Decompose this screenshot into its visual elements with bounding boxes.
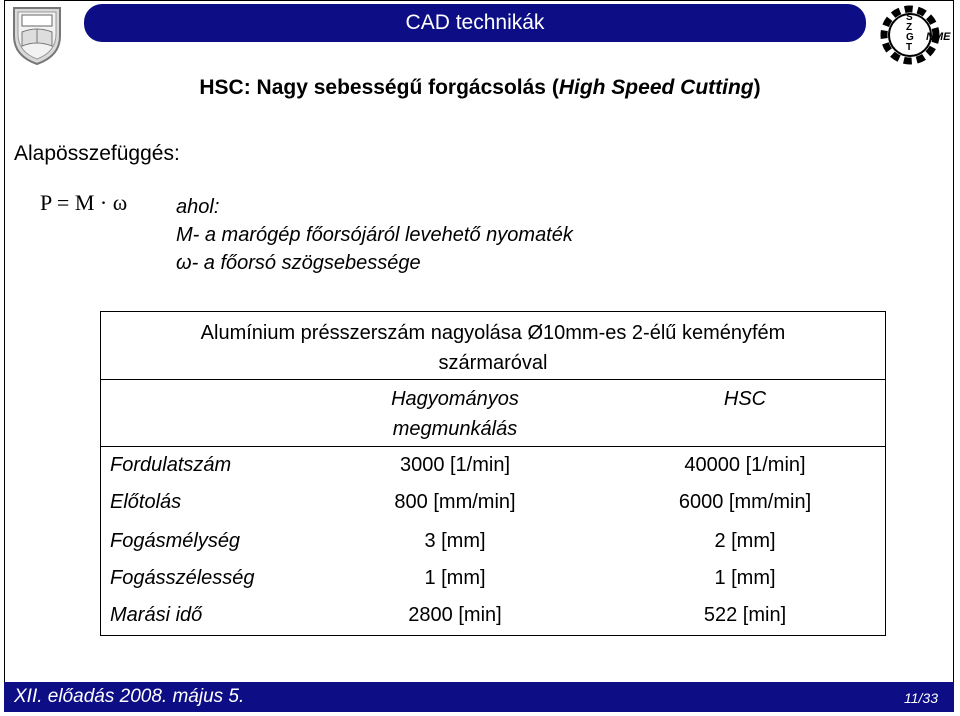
page-number: 11/33 [904, 690, 938, 706]
table-row [0, 604, 960, 641]
row-label: Fogásszélesség [110, 567, 255, 589]
logo-letter-s: S [906, 12, 913, 23]
table-row [0, 530, 960, 567]
table-caption [100, 318, 886, 378]
table-caption-line: Alumínium présszerszám nagyolása Ø10mm-es 2-élű keményfém [200, 322, 786, 344]
row-label: Fordulatszám [110, 454, 232, 476]
logo-letter-t: T [906, 42, 913, 53]
cell-hsc: 6000 [mm/min] [678, 491, 812, 513]
cell-hsc: 522 [min] [703, 604, 787, 626]
ahol-line: ω- a főorsó szögsebessége [176, 252, 421, 274]
table-row [0, 454, 960, 491]
cell-hsc: 1 [mm] [714, 567, 776, 589]
footer-bar [4, 682, 954, 712]
slide-title [0, 76, 960, 100]
column-header-conventional [340, 384, 570, 444]
table-row [0, 567, 960, 604]
header-title: CAD technikák [84, 4, 866, 42]
formula-explanation [176, 193, 573, 277]
ahol-line: ahol: [176, 196, 220, 218]
row-label: Előtolás [110, 491, 182, 513]
cell-hsc: 2 [mm] [714, 530, 776, 552]
cell-conventional: 1 [mm] [424, 567, 486, 589]
column-header-hsc: HSC [723, 388, 767, 410]
title-italic: High Speed Cutting [558, 76, 754, 99]
cell-hsc: 40000 [1/min] [684, 454, 806, 476]
cell-conventional: 2800 [min] [408, 604, 502, 626]
table-caption-line: szármaróval [438, 352, 548, 374]
power-formula: P = M · ω [40, 190, 128, 215]
logo-letter-z: Z [906, 22, 913, 33]
row-label: Marási idő [110, 604, 203, 626]
cell-conventional: 3 [mm] [424, 530, 486, 552]
ahol-line: M- a marógép főorsójáról levehető nyomaték [176, 224, 573, 246]
table-row [0, 491, 960, 528]
footer-lecture-date: XII. előadás 2008. május 5. [14, 686, 245, 707]
cell-conventional: 800 [mm/min] [394, 491, 516, 513]
basic-relation-label: Alapösszefüggés: [14, 142, 180, 165]
title-prefix: HSC: Nagy sebességű forgácsolás ( [199, 76, 559, 99]
column-header-line: Hagyományos [391, 388, 519, 410]
logo-text-nme: NME [926, 31, 951, 43]
university-crest-logo [8, 2, 66, 66]
gear-logo [876, 0, 956, 70]
cell-conventional: 3000 [1/min] [399, 454, 511, 476]
row-label: Fogásmélység [110, 530, 241, 552]
title-suffix: ) [753, 76, 761, 99]
column-header-line: megmunkálás [392, 418, 518, 440]
logo-letter-g: G [906, 32, 914, 43]
